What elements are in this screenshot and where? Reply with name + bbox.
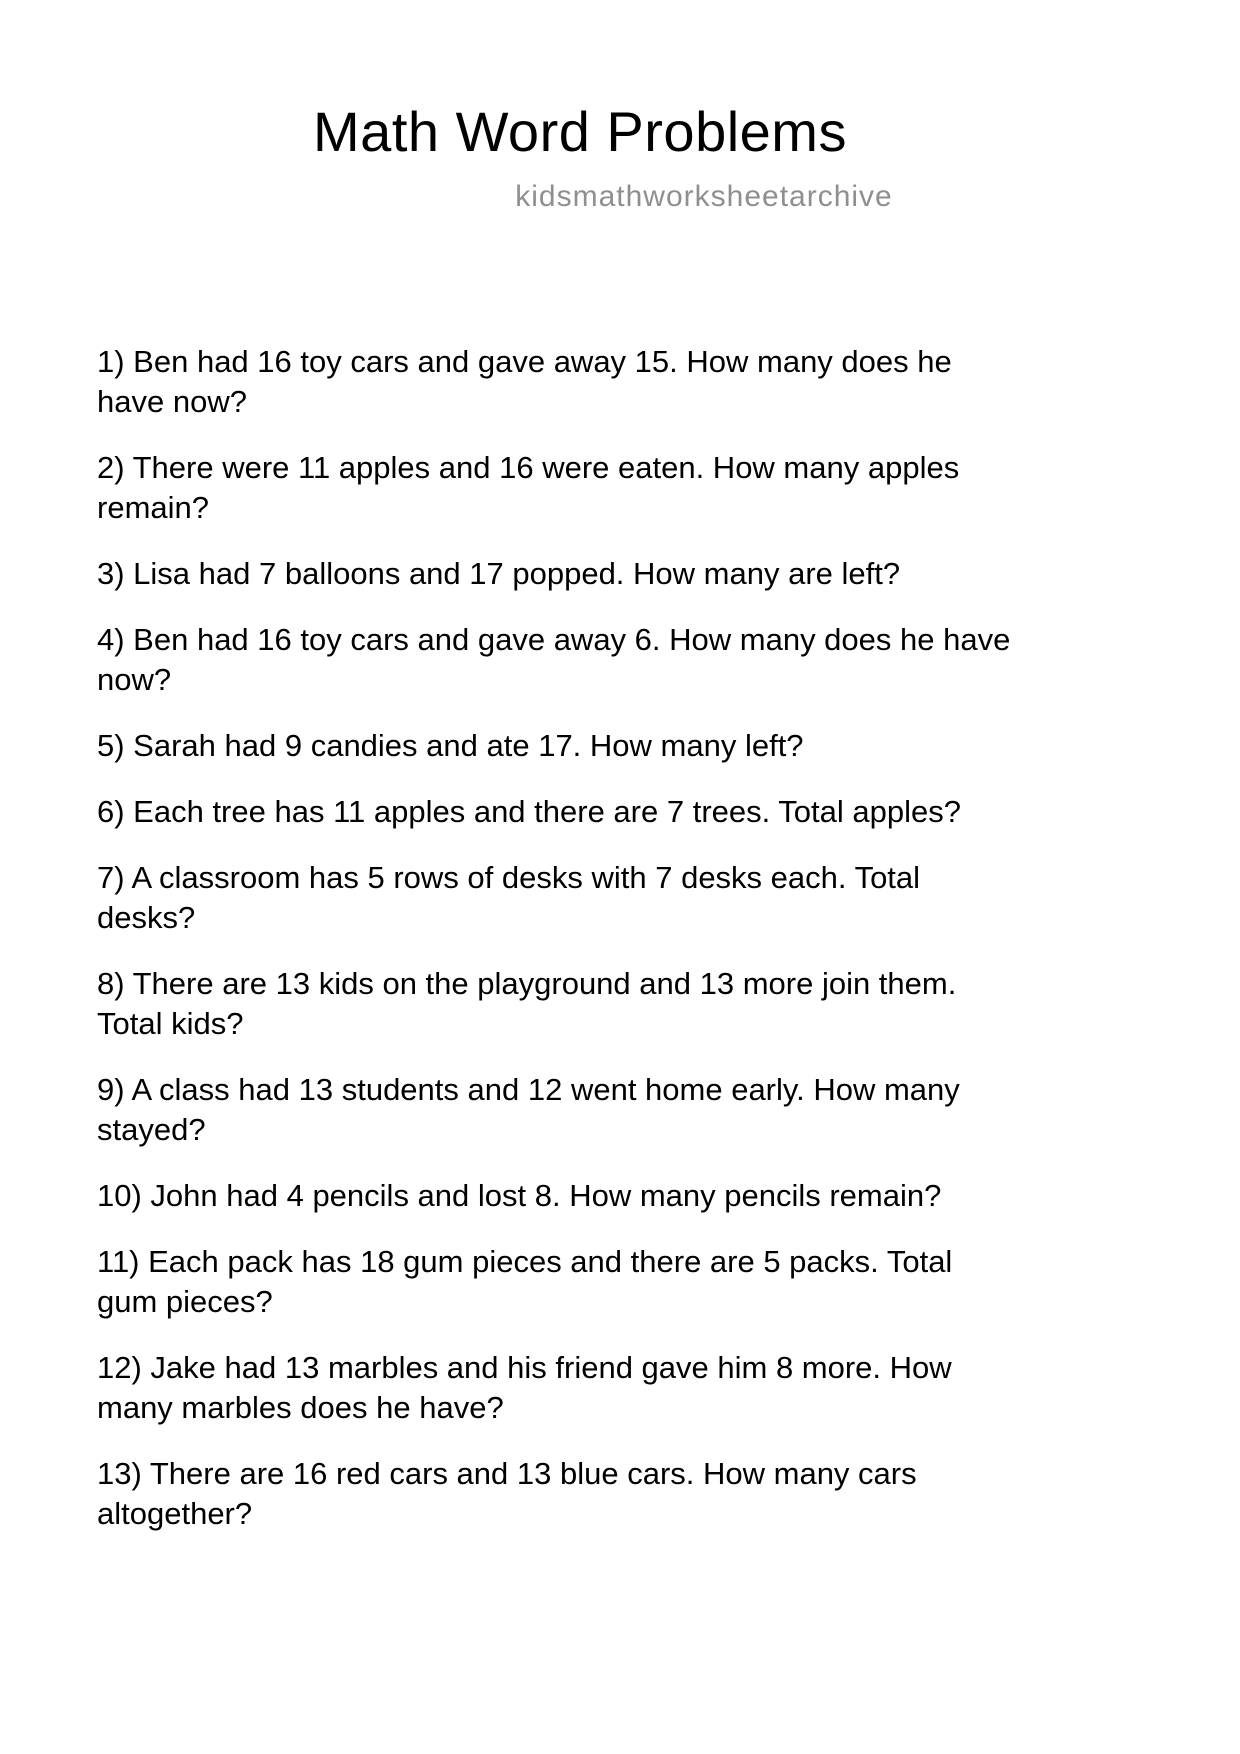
problem-line: 7) A classroom has 5 rows of desks with 7 desks each. Total [97,860,921,895]
problem-line: stayed? [97,1112,206,1147]
problem-3 [97,554,1087,594]
problem-6 [97,792,1087,832]
problem-line: 11) Each pack has 18 gum pieces and there are 5 packs. Total [97,1244,953,1279]
problem-line: 2) There were 11 apples and 16 were eaten. How many apples [97,450,960,485]
problem-13 [97,1454,1087,1534]
problem-line: now? [97,662,172,697]
problem-line: 3) Lisa had 7 balloons and 17 popped. How many are left? [97,556,901,591]
problem-line: remain? [97,490,209,525]
problem-line: 6) Each tree has 11 apples and there are 7 trees. Total apples? [97,794,961,829]
problem-12 [97,1348,1087,1428]
problem-line: 9) A class had 13 students and 12 went home early. How many [97,1072,960,1107]
problem-line: many marbles does he have? [97,1390,504,1425]
page-title: Math Word Problems [313,100,847,163]
problem-line: 8) There are 13 kids on the playground and 13 more join them. [97,966,957,1001]
problem-4 [97,620,1087,700]
problem-line: 12) Jake had 13 marbles and his friend gave him 8 more. How [97,1350,952,1385]
problem-line: 1) Ben had 16 toy cars and gave away 15. How many does he [97,344,952,379]
problem-line: altogether? [97,1496,253,1531]
problem-10 [97,1176,1087,1216]
problem-1 [97,342,1087,422]
problem-line: 4) Ben had 16 toy cars and gave away 6. How many does he have [97,622,1011,657]
problem-2 [97,448,1087,528]
problem-line: Total kids? [97,1006,244,1041]
problem-line: gum pieces? [97,1284,273,1319]
problem-list [97,342,1087,1534]
problem-8 [97,964,1087,1044]
problem-line: 5) Sarah had 9 candies and ate 17. How many left? [97,728,804,763]
problem-line: 10) John had 4 pencils and lost 8. How many pencils remain? [97,1178,942,1213]
problem-7 [97,858,1087,938]
problem-line: desks? [97,900,196,935]
problem-5 [97,726,1087,766]
problem-11 [97,1242,1087,1322]
problem-line: 13) There are 16 red cars and 13 blue cars. How many cars [97,1456,917,1491]
problem-line: have now? [97,384,247,419]
problem-9 [97,1070,1087,1150]
page-subtitle: kidsmathworksheetarchive [515,180,893,213]
